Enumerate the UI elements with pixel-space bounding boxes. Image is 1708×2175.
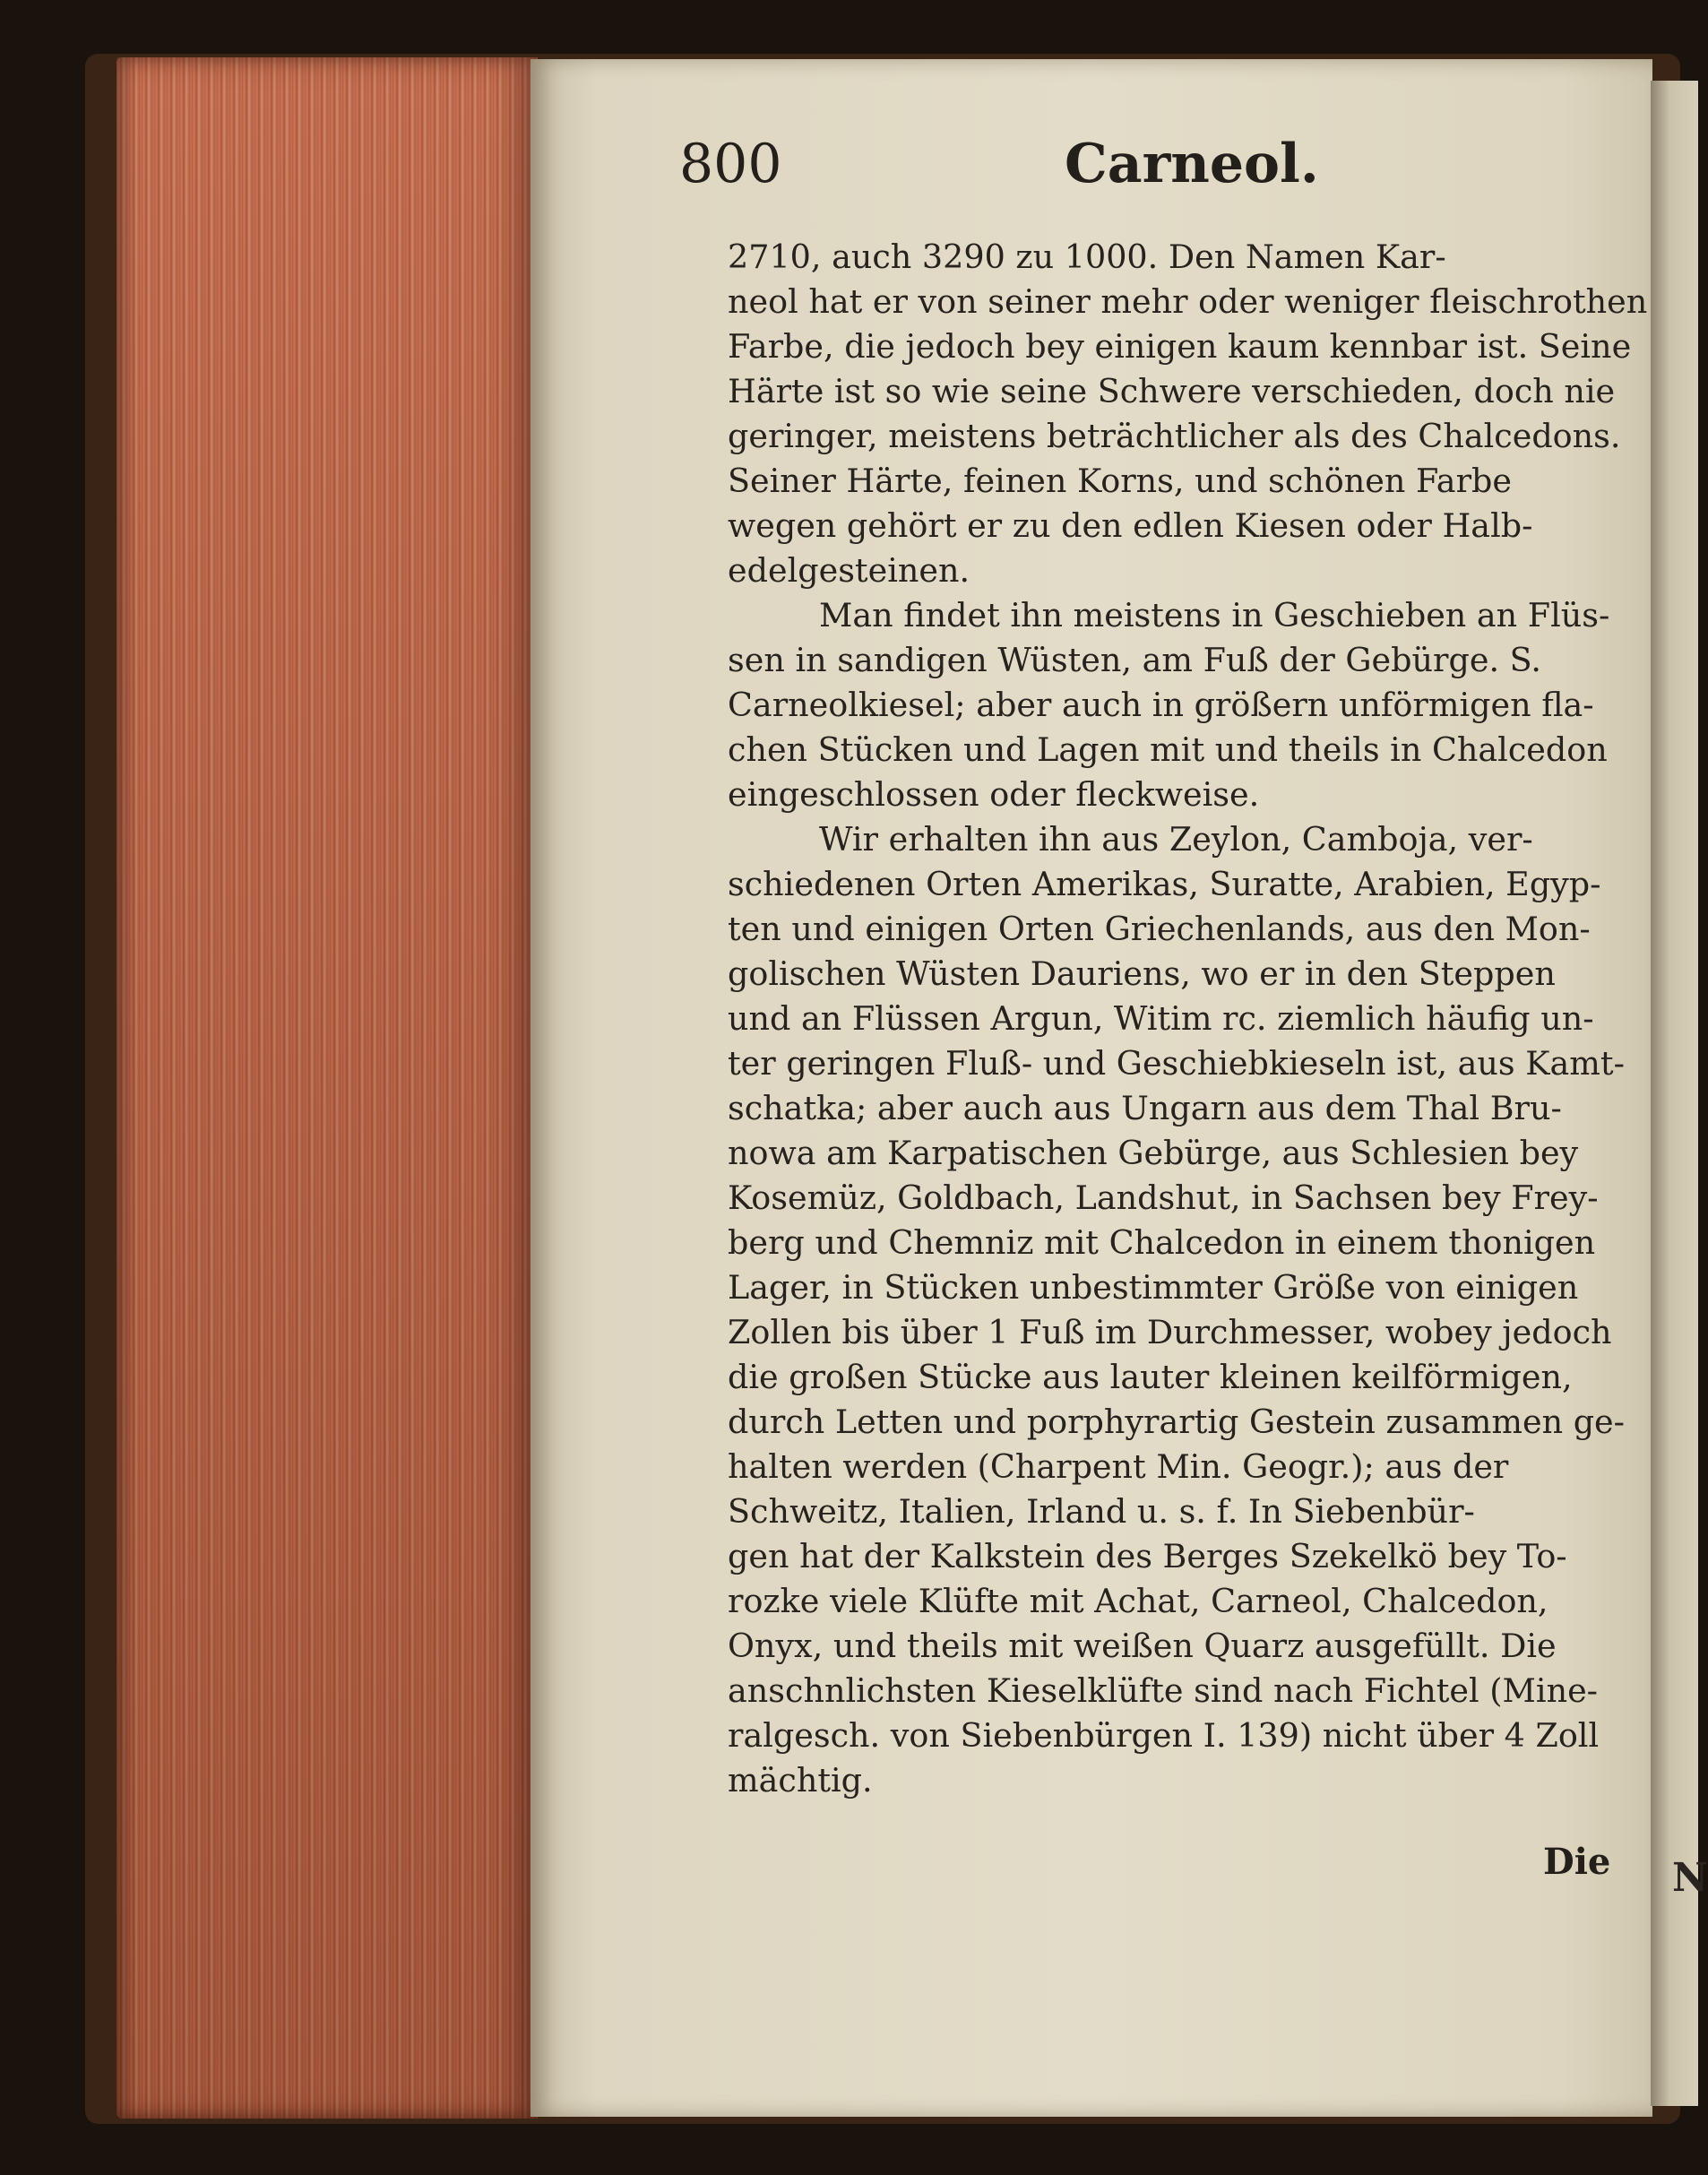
text-line: anschnlichsten Kieselklüfte sind nach Fichtel (Mine-: [728, 1671, 1599, 1710]
page-number: 800: [679, 133, 782, 195]
text-line: neol hat er von seiner mehr oder weniger fleischrothen: [728, 282, 1648, 321]
text-line: Farbe, die jedoch bey einigen kaum kennbar ist. Seine: [728, 327, 1632, 366]
text-line: wegen gehört er zu den edlen Kiesen oder Halb-: [728, 506, 1533, 545]
text-line: chen Stücken und Lagen mit und theils in Chalcedon: [728, 730, 1608, 769]
text-line: golischen Wüsten Dauriens, wo er in den Steppen: [728, 954, 1556, 993]
text-line: ter geringen Fluß- und Geschiebkieseln ist, aus Kamt-: [728, 1044, 1625, 1083]
page-header: [679, 133, 1319, 204]
text-line: halten werden (Charpent Min. Geogr.); aus der: [728, 1447, 1509, 1486]
text-line: ralgesch. von Siebenbürgen I. 139) nicht über 4 Zoll: [728, 1716, 1600, 1755]
facing-page-fragment: N: [1672, 1855, 1708, 1901]
text-line: schatka; aber auch aus Ungarn aus dem Thal Bru-: [728, 1089, 1562, 1127]
text-line: geringer, meistens beträchtlicher als des Chalcedons.: [728, 417, 1621, 455]
page-edges: [116, 57, 538, 2119]
text-line: Lager, in Stücken unbestimmter Größe von einigen: [728, 1268, 1579, 1307]
catchword: Die: [1543, 1841, 1611, 1883]
text-line: Seiner Härte, feinen Korns, und schönen Farbe: [728, 462, 1512, 500]
text-line: sen in sandigen Wüsten, am Fuß der Gebürge. S.: [728, 641, 1541, 679]
text-line: berg und Chemniz mit Chalcedon in einem thonigen: [728, 1223, 1596, 1262]
body-text: [728, 235, 1648, 1803]
text-line: mächtig.: [728, 1761, 873, 1800]
text-line: edelgesteinen.: [728, 551, 970, 590]
text-line: Wir erhalten ihn aus Zeylon, Camboja, ver-: [819, 820, 1533, 859]
running-head: Carneol.: [1065, 133, 1319, 195]
text-line: schiedenen Orten Amerikas, Suratte, Arabien, Egyp-: [728, 865, 1601, 903]
text-line: Härte ist so wie seine Schwere verschieden, doch nie: [728, 372, 1616, 410]
text-line: Onyx, und theils mit weißen Quarz ausgefüllt. Die: [728, 1627, 1557, 1665]
text-line: gen hat der Kalkstein des Berges Szekelkö bey To-: [728, 1537, 1567, 1575]
facing-page-edge: [1651, 81, 1698, 2106]
text-line: Schweitz, Italien, Irland u. s. f. In Siebenbür-: [728, 1492, 1475, 1531]
text-line: ten und einigen Orten Griechenlands, aus den Mon-: [728, 910, 1591, 948]
text-line: Man findet ihn meistens in Geschieben an Flüs-: [819, 596, 1610, 634]
text-line: rozke viele Klüfte mit Achat, Carneol, Chalcedon,: [728, 1582, 1548, 1620]
text-line: Zollen bis über 1 Fuß im Durchmesser, wobey jedoch: [728, 1313, 1612, 1351]
text-line: durch Letten und porphyrartig Gestein zusammen ge-: [728, 1403, 1625, 1441]
text-line: nowa am Karpatischen Gebürge, aus Schlesien bey: [728, 1134, 1579, 1172]
text-line: Kosemüz, Goldbach, Landshut, in Sachsen bey Frey-: [728, 1178, 1599, 1217]
text-line: eingeschlossen oder fleckweise.: [728, 775, 1260, 814]
text-line: 2710, auch 3290 zu 1000. Den Namen Kar-: [728, 237, 1446, 276]
text-line: und an Flüssen Argun, Witim rc. ziemlich häufig un-: [728, 999, 1594, 1038]
text-line: Carneolkiesel; aber auch in größern unförmigen fla-: [728, 686, 1594, 724]
text-line: die großen Stücke aus lauter kleinen keilförmigen,: [728, 1358, 1573, 1396]
